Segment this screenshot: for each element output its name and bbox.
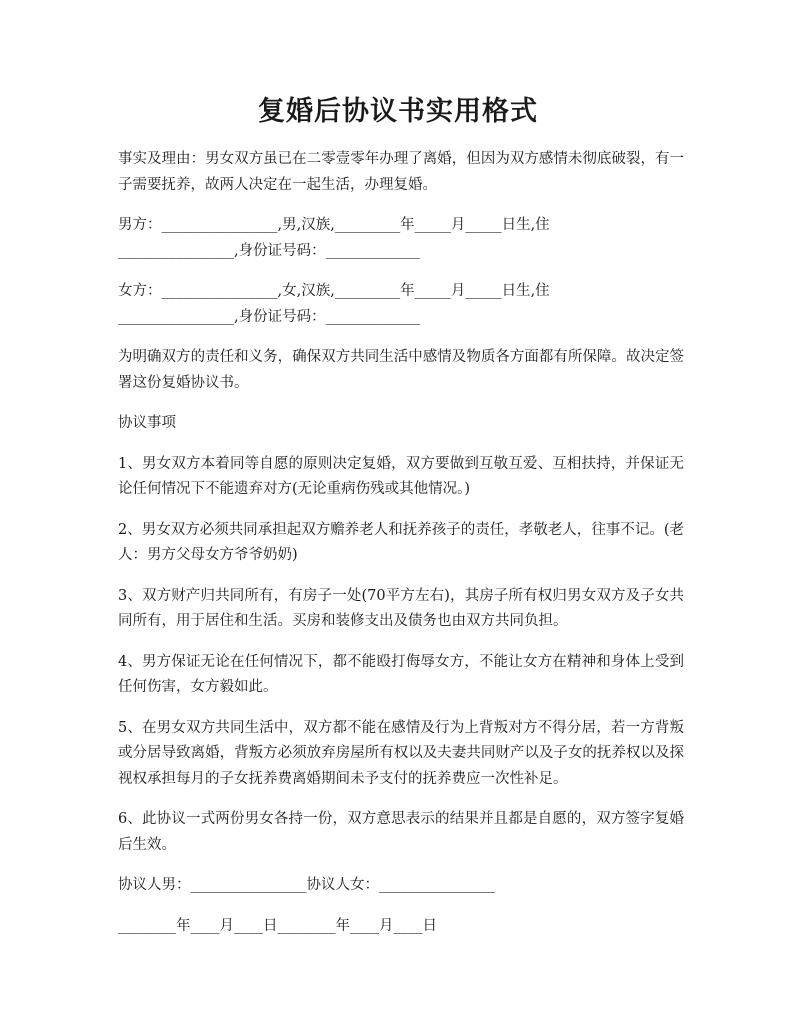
purpose-paragraph: 为明确双方的责任和义务，确保双方共同生活中感情及物质各方面都有所保障。故决定签署这份复婚协议书。 [118,349,684,391]
man-info-line-2: ________________,身份证号码：_____________ [118,242,420,259]
items-heading: 协议事项 [118,415,176,431]
agreement-item-2: 2、男女双方必须共同承担起双方赡养老人和抚养孩子的责任，孝敬老人，往事不记。(老人：男方父母女方爷爷奶奶) [118,521,684,563]
facts-paragraph: 事实及理由：男女双方虽已在二零壹零年办理了离婚，但因为双方感情未彻底破裂，有一子需要抚养，故两人决定在一起生活，办理复婚。 [118,151,684,193]
man-info-line-1: 男方：________________,男,汉族,_________年_____月_____日生,住 [118,217,550,233]
agreement-item-5: 5、在男女双方共同生活中，双方都不能在感情及行为上背叛对方不得分居，若一方背叛或分居导致离婚，背叛方必须放弃房屋所有权以及夫妻共同财产以及子女的抚养权以及探视权承担每月的子女抚养费离婚期间未予支付的抚养费应一次性补足。 [118,719,684,787]
agreement-item-3: 3、双方财产归共同所有，有房子一处(70平方左右)，其房子所有权归男女双方及子女共同所有，用于居住和生活。买房和装修支出及债务也由双方共同负担。 [118,587,684,629]
document-body [118,147,684,954]
woman-info-line-2: ________________,身份证号码：_____________ [118,308,420,325]
man-info-block [118,213,684,264]
woman-info-line-1: 女方：________________,女,汉族,_________年_____月_____日生,住 [118,283,550,299]
woman-info-block [118,279,684,330]
document-title: 复婚后协议书实用格式 [258,96,538,127]
signature-line: 协议人男：________________协议人女：________________ [118,877,495,893]
agreement-item-4: 4、男方保证无论在任何情况下，都不能殴打侮辱女方，不能让女方在精神和身体上受到任何伤害，女方毅如此。 [118,653,684,695]
date-line: ________年____月____日________年____月____日 [118,917,437,934]
agreement-item-1: 1、男女双方本着同等自愿的原则决定复婚，双方要做到互敬互爱、互相扶持，并保证无论任何情况下不能遗弃对方(无论重病伤残或其他情况。) [118,455,684,497]
agreement-item-6: 6、此协议一式两份男女各持一份，双方意思表示的结果并且都是自愿的，双方签字复婚后生效。 [118,811,684,853]
